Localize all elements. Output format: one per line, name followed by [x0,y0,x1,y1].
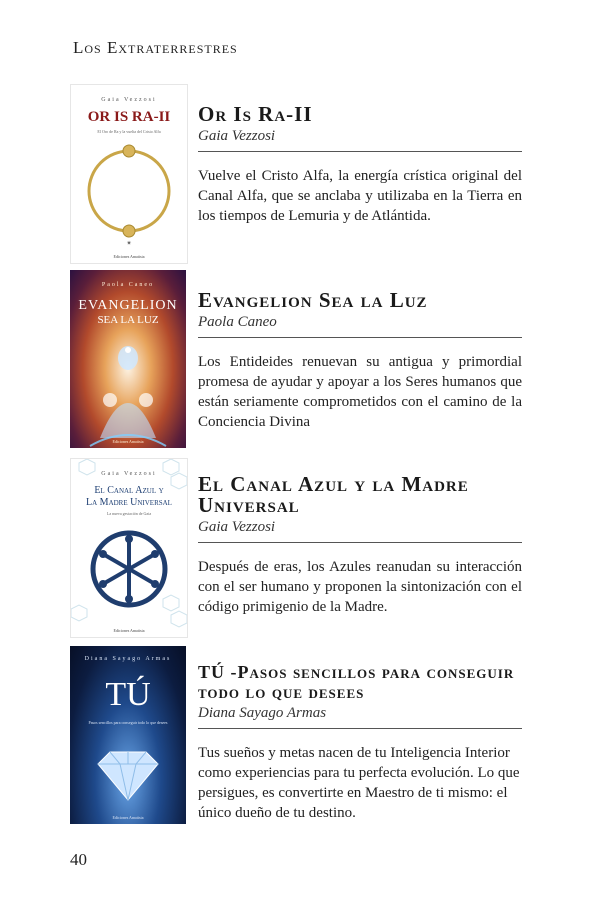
cover-author: Diana Sayago Armas [84,656,172,662]
book-info [198,662,522,823]
cover-title: El Canal Azul y [94,485,164,496]
book-description: Después de eras, los Azules reanudan su interacción con el ser humano y proponen la sintonización con el código primigenio de la Madre. [198,559,522,615]
cover-author: Paola Caneo [101,282,155,288]
book-description: Los Entideides renuevan su antigua y primordial promesa de ayudar y apoyar a los Seres humanos que están seriamente comprometidos con el camino de la Conciencia Divina [198,354,522,430]
book-author: Paola Caneo [198,314,522,338]
cover-subtitle: Pasos sencillos para conseguir todo lo que desees [88,720,168,725]
book-info [198,290,522,432]
cover-subtitle: La nueva gestación de Gaia [106,511,152,516]
book-entry [70,646,530,826]
book-entry [70,270,530,450]
book-author: Diana Sayago Armas [198,705,522,729]
book-cover[interactable] [70,646,186,824]
page-number: 40 [70,850,87,869]
book-entry [70,458,530,638]
cover-author: Gaia Vezzosi [101,97,157,103]
book-title: Or Is Ra-II [198,102,313,126]
cover-subtitle: El Oro de Ra y la vuelta del Cristo Alfa [97,129,161,134]
book-title: TÚ -Pasos sencillos para conseguir todo lo que desees [198,662,515,702]
book-author: Gaia Vezzosi [198,519,522,543]
book-cover[interactable] [70,458,188,638]
cover-author: Gaia Vezzosi [101,471,157,477]
book-info [198,474,522,617]
cover-publisher: Ediciones Amatista [113,628,145,633]
cover-title: TÚ [105,676,151,713]
svg-text:✷: ✷ [126,241,132,247]
book-entry [70,84,530,264]
cover-publisher: Ediciones Amatista [112,439,144,444]
cover-publisher: Ediciones Amatista [113,254,145,259]
cover-title: OR IS RA-II [87,109,171,125]
cover-title: EVANGELION [78,298,178,313]
running-head: Los Extraterrestres [73,38,238,57]
book-cover[interactable] [70,270,186,448]
book-title: El Canal Azul y la Madre Universal [198,472,469,517]
book-description: Tus sueños y metas nacen de tu Inteligencia Interior como experiencias para tu perfecta evolución. Lo que persigues, es convertirte en Maestro de ti mismo: el único dueño de tu destino. [198,745,520,821]
diamond-icon [70,734,186,814]
cover-title-line2: La Madre Universal [86,497,172,508]
book-cover[interactable] [70,84,188,264]
cover-publisher: Ediciones Amatista [112,815,144,820]
book-info [198,104,522,226]
cover-title-line2: SEA LA LUZ [97,314,159,326]
book-description: Vuelve el Cristo Alfa, la energía crística original del Canal Alfa, que se anclaba y utilizaba en la Tierra en los tiempos de Lemuria y de Atlántida. [198,168,522,224]
luminous-figure-icon [70,328,186,448]
book-title: Evangelion Sea la Luz [198,288,428,312]
golden-ring-icon [71,137,187,257]
blue-star-symbol-icon [71,521,187,621]
book-author: Gaia Vezzosi [198,128,522,152]
